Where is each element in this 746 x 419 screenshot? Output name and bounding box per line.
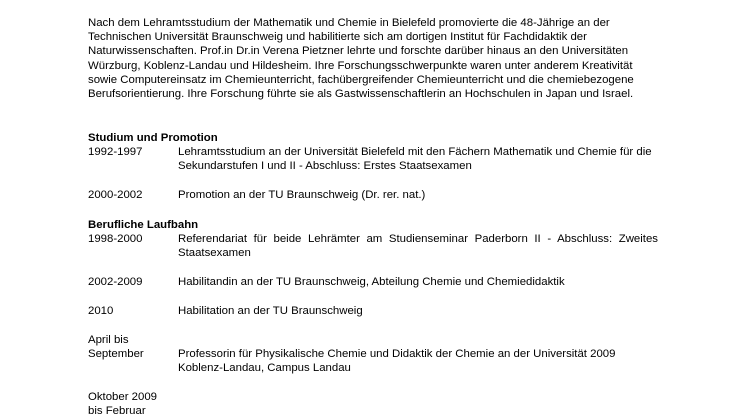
section-heading-studium: Studium und Promotion bbox=[88, 132, 218, 144]
entry-period: 1992-1997 bbox=[88, 146, 143, 158]
entry-period: April bis bbox=[88, 334, 129, 346]
entry-text: Professorin für Physikalische Chemie und Didaktik der Chemie an der Universität 2009 Koblenz-Landau, Campus Landau bbox=[178, 348, 616, 375]
entry-period: bis Februar bbox=[88, 405, 146, 417]
entry-text: Habilitandin an der TU Braunschweig, Abteilung Chemie und Chemiedidaktik bbox=[178, 276, 565, 288]
entry-text: Referendariat für beide Lehrämter am Studienseminar Paderborn II - Abschluss: Zweites Staatsexamen bbox=[178, 233, 658, 260]
entry-text: Promotion an der TU Braunschweig (Dr. rer. nat.) bbox=[178, 189, 426, 201]
entry-text: Habilitation an der TU Braunschweig bbox=[178, 305, 363, 317]
entry-period: 2010 bbox=[88, 305, 114, 317]
entry-period: 2002-2009 bbox=[88, 276, 143, 288]
section-heading-laufbahn: Berufliche Laufbahn bbox=[88, 219, 199, 231]
entry-period: 2000-2002 bbox=[88, 189, 143, 201]
entry-period: September bbox=[88, 348, 144, 360]
entry-period: 1998-2000 bbox=[88, 233, 143, 245]
intro-paragraph: Nach dem Lehramtsstudium der Mathematik und Chemie in Bielefeld promovierte die 48-Jährige an der Technischen Universität Braunschweig und habilitierte sich am dortigen Institut für Fachdidaktik der Naturwissenschaften. Prof.in Dr.in Verena Pietzner lehrte und forschte darüber hinaus an den Universitäten Würzburg, Koblenz-Landau und Hildesheim. Ihre Forschungsschwerpunkte waren unter anderem Kreativität sowie Computereinsatz im Chemieunterricht, fachübergreifender Chemieunterricht und die chemiebezogene Berufsorientierung. Ihre Forschung führte sie als Gastwissenschaftlerin an Hochschulen in Japan und Israel. bbox=[88, 17, 634, 101]
entry-text: Lehramtsstudium an der Universität Bielefeld mit den Fächern Mathematik und Chemie für die Sekundarstufen I und II - Abschluss: Erstes Staatsexamen bbox=[178, 146, 652, 173]
entry-period: Oktober 2009 bbox=[88, 391, 158, 403]
